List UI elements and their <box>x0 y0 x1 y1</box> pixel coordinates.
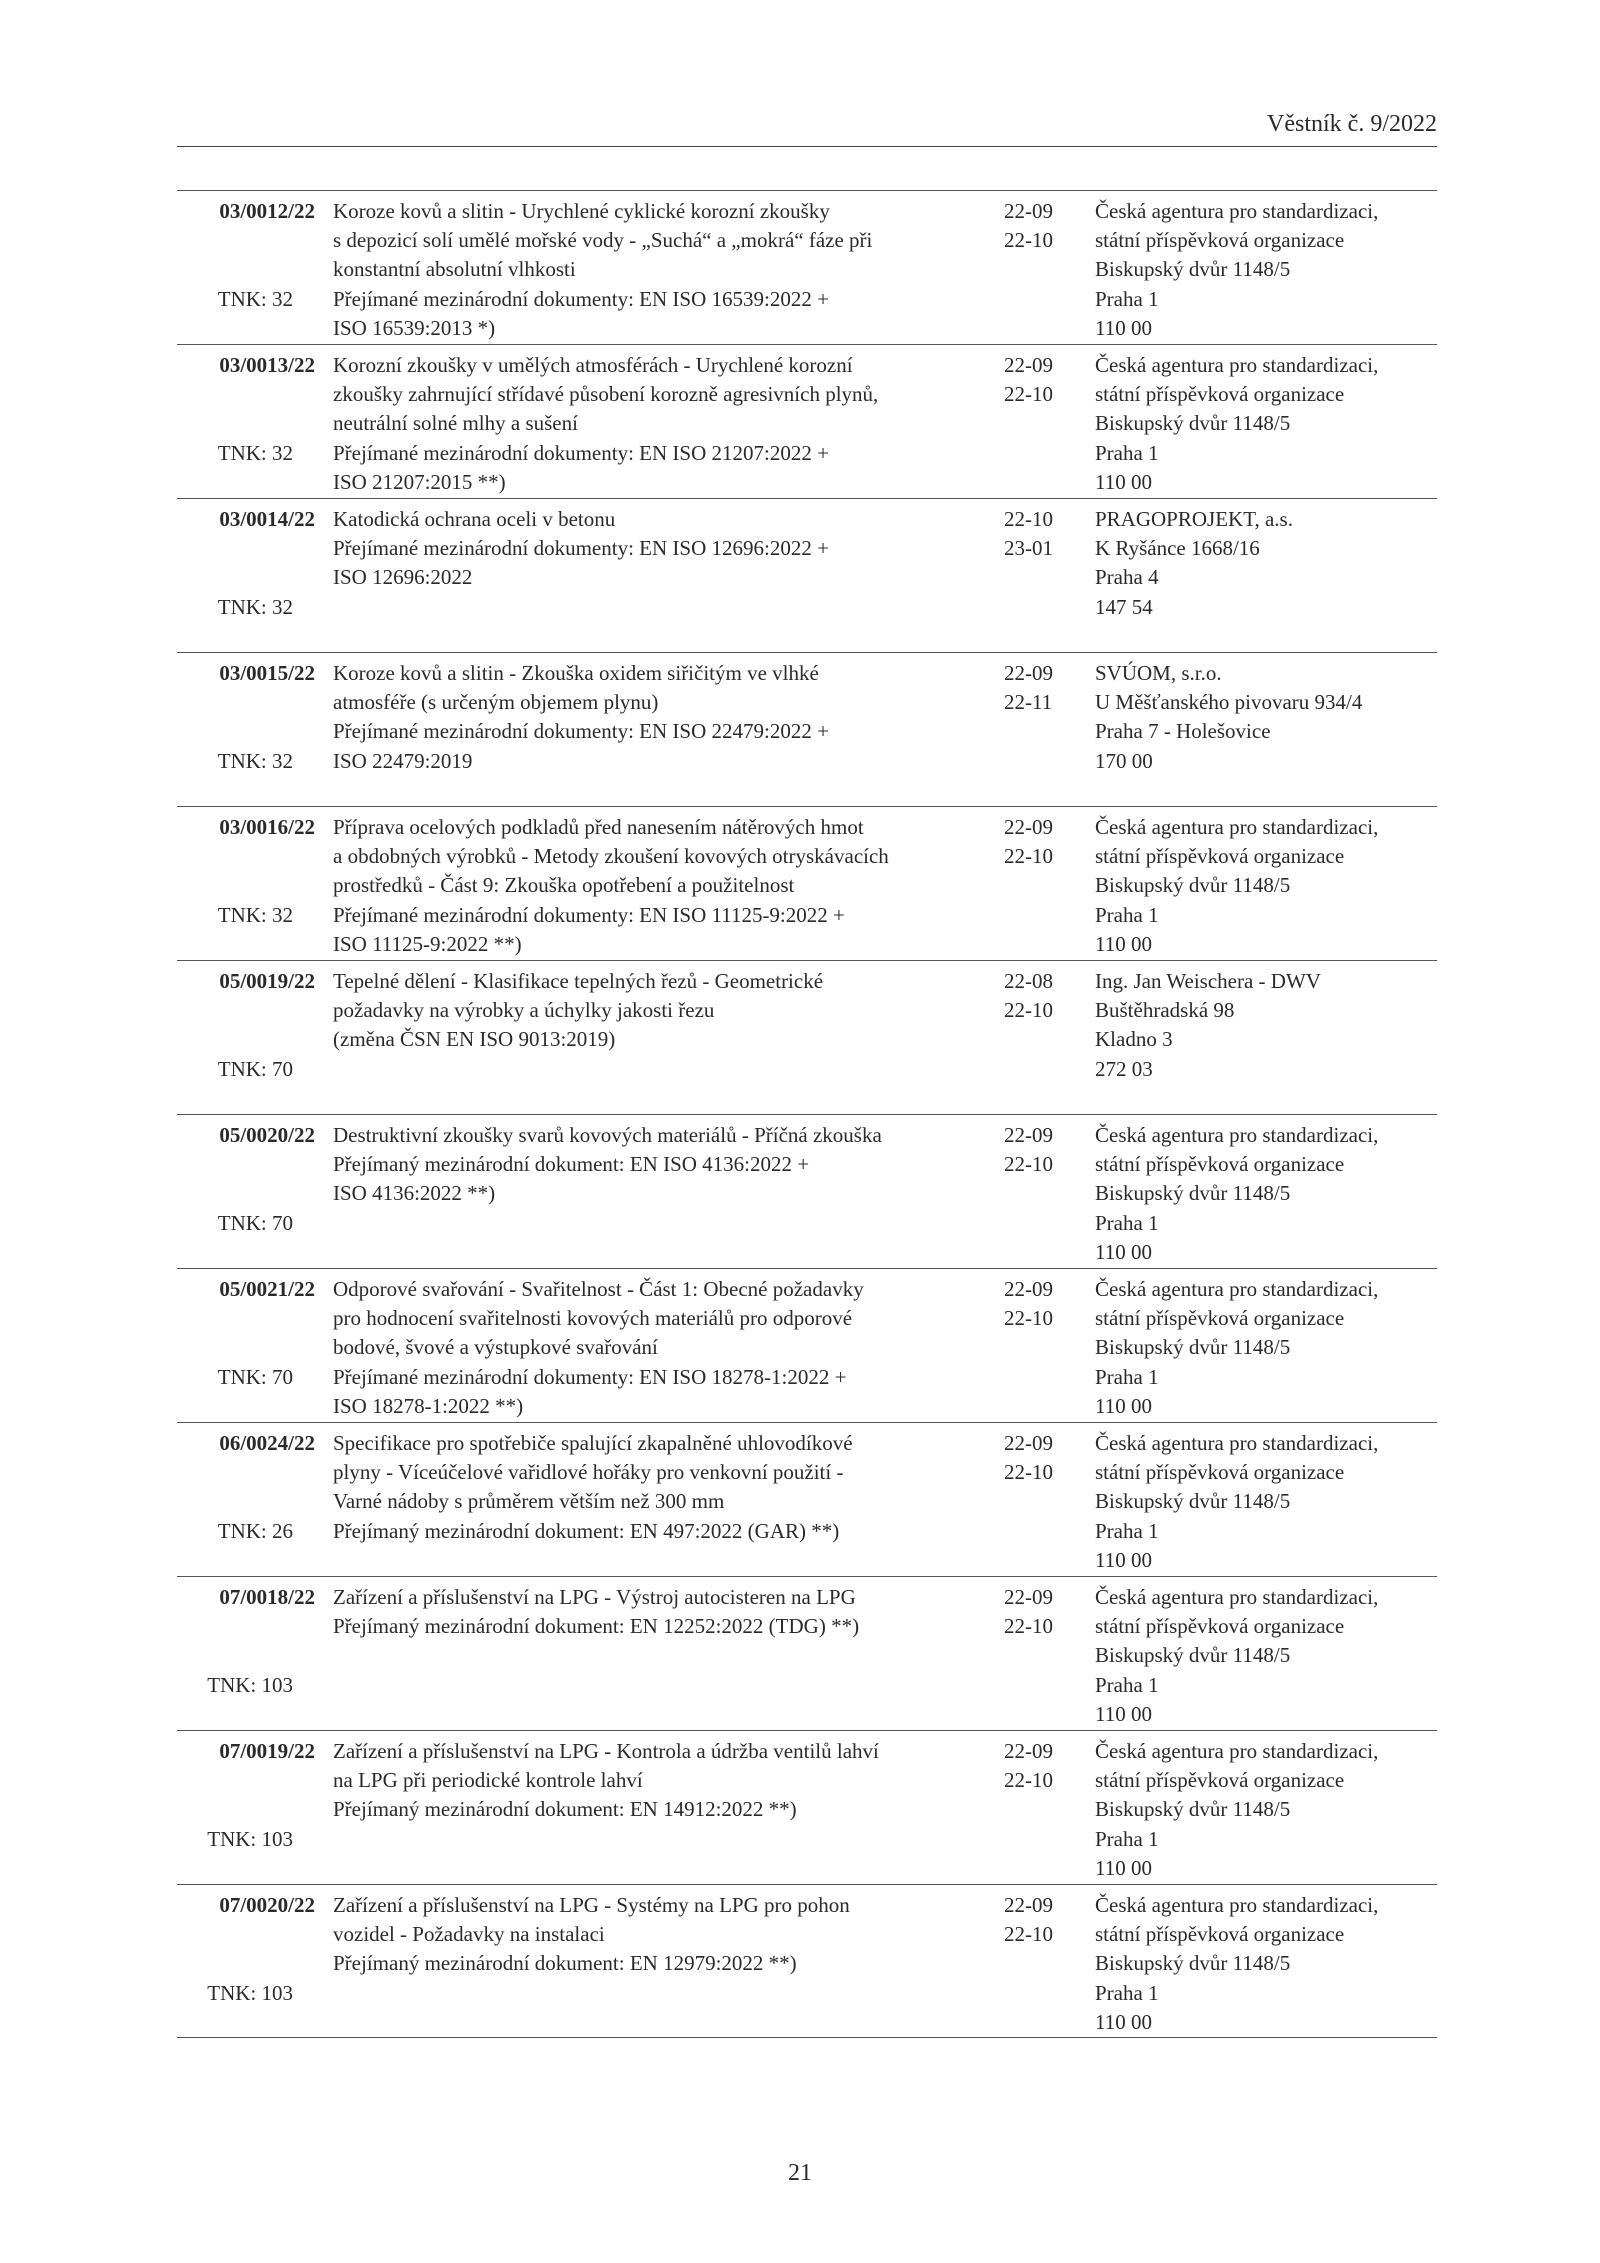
entry-dates <box>1004 659 1074 717</box>
entry-title-line: Přejímané mezinárodní dokumenty: EN ISO 16539:2022 + <box>333 286 829 311</box>
entry-address-line: 110 00 <box>1095 315 1152 340</box>
entry-address-line: Česká agentura pro standardizaci, <box>1095 1739 1379 1763</box>
entry-title-line: ISO 11125-9:2022 **) <box>333 931 522 956</box>
entry-address-line: státní příspěvková organizace <box>1095 1768 1345 1793</box>
table-row <box>177 960 1437 1114</box>
entry-title <box>333 197 973 343</box>
entry-title <box>333 1121 973 1209</box>
entry-title-line: Přejímaný mezinárodní dokument: EN 497:2022 (GAR) **) <box>333 1518 840 1543</box>
entry-address <box>1095 967 1435 1084</box>
entry-dates <box>1004 197 1074 255</box>
entry-date: 22-10 <box>1004 1768 1053 1793</box>
entry-tnk: TNK: 70 <box>217 1210 293 1235</box>
entry-title-line: požadavky na výrobky a úchylky jakosti řezu <box>333 998 715 1023</box>
entry-address-line: 170 00 <box>1095 748 1153 773</box>
entry-title-line: Varné nádoby s průměrem větším než 300 mm <box>333 1489 725 1514</box>
entry-id: 07/0020/22 <box>219 1893 315 1917</box>
entry-date: 22-10 <box>1004 844 1053 869</box>
entry-address-line: státní příspěvková organizace <box>1095 1306 1345 1331</box>
entry-title-line: Zařízení a příslušenství na LPG - Výstroj autocisteren na LPG <box>333 1585 856 1609</box>
entry-tnk: TNK: 32 <box>217 286 293 311</box>
entry-address-line: Česká agentura pro standardizaci, <box>1095 1585 1379 1609</box>
entry-address-line: Praha 1 <box>1095 1980 1159 2005</box>
entry-dates <box>1004 1429 1074 1487</box>
entry-address <box>1095 1121 1435 1267</box>
entry-title-line: plyny - Víceúčelové vařidlové hořáky pro venkovní použití - <box>333 1460 844 1485</box>
entry-id: 03/0013/22 <box>219 353 315 377</box>
entry-title-line: Korozní zkoušky v umělých atmosférách - Urychlené korozní <box>333 353 853 377</box>
entry-date: 22-09 <box>1004 1585 1053 1609</box>
entry-date: 22-11 <box>1004 690 1053 715</box>
entry-date: 22-09 <box>1004 1739 1053 1763</box>
entry-dates <box>1004 351 1074 409</box>
entry-title-line: Specifikace pro spotřebiče spalující zkapalněné uhlovodíkové <box>333 1431 853 1455</box>
entry-tnk: TNK: 103 <box>207 1672 293 1697</box>
entry-title-line: pro hodnocení svařitelnosti kovových materiálů pro odporové <box>333 1306 853 1331</box>
entry-address-line: Česká agentura pro standardizaci, <box>1095 815 1379 839</box>
entry-title-line: Destruktivní zkoušky svarů kovových materiálů - Příčná zkouška <box>333 1123 882 1147</box>
entry-address-line: státní příspěvková organizace <box>1095 1460 1345 1485</box>
entry-address-line: 110 00 <box>1095 1547 1152 1572</box>
entry-title-line: Přejímané mezinárodní dokumenty: EN ISO 12696:2022 + <box>333 536 829 561</box>
entry-address-line: státní příspěvková organizace <box>1095 382 1345 407</box>
entry-date: 22-10 <box>1004 507 1053 531</box>
entry-address-line: Praha 1 <box>1095 1672 1159 1697</box>
entry-date: 22-09 <box>1004 661 1053 685</box>
journal-title: Věstník č. 9/2022 <box>1267 111 1437 137</box>
entry-address <box>1095 1891 1435 2037</box>
entry-tnk: TNK: 32 <box>217 594 293 619</box>
entry-title <box>333 1737 973 1825</box>
entry-address-line: Biskupský dvůr 1148/5 <box>1095 1797 1291 1822</box>
entry-id: 03/0012/22 <box>219 199 315 223</box>
entry-tnk: TNK: 32 <box>217 440 293 465</box>
entry-date: 22-09 <box>1004 199 1053 223</box>
entry-title-line: a obdobných výrobků - Metody zkoušení kovových otryskávacích <box>333 844 889 869</box>
entry-address <box>1095 1583 1435 1729</box>
entry-title-line: Přejímané mezinárodní dokumenty: EN ISO 21207:2022 + <box>333 440 829 465</box>
table-row <box>177 1268 1437 1422</box>
entry-address-line: Praha 4 <box>1095 565 1159 590</box>
entry-dates <box>1004 1121 1074 1179</box>
entry-address-line: Praha 1 <box>1095 1826 1159 1851</box>
entry-address-line: 272 03 <box>1095 1056 1153 1081</box>
entry-date: 22-09 <box>1004 1893 1053 1917</box>
entry-date: 22-10 <box>1004 998 1053 1023</box>
entry-date: 22-10 <box>1004 1152 1053 1177</box>
entry-title-line: Přejímaný mezinárodní dokument: EN 12979:2022 **) <box>333 1951 797 1976</box>
entry-title <box>333 1891 973 1979</box>
entry-dates <box>1004 1891 1074 1949</box>
entry-dates <box>1004 1737 1074 1795</box>
entry-title <box>333 505 973 593</box>
entry-title-line: neutrální solné mlhy a sušení <box>333 411 578 436</box>
entry-address-line: 110 00 <box>1095 1855 1152 1880</box>
entry-address-line: Česká agentura pro standardizaci, <box>1095 1123 1379 1147</box>
entry-title <box>333 659 973 776</box>
entry-title-line: Přejímaný mezinárodní dokument: EN 14912:2022 **) <box>333 1797 797 1822</box>
table-row <box>177 806 1437 960</box>
entry-address-line: Biskupský dvůr 1148/5 <box>1095 873 1291 898</box>
entry-address-line: Biskupský dvůr 1148/5 <box>1095 257 1291 282</box>
table-row <box>177 190 1437 344</box>
entry-address-line: Biskupský dvůr 1148/5 <box>1095 1643 1291 1668</box>
entry-address-line: Česká agentura pro standardizaci, <box>1095 1431 1379 1455</box>
entry-title-line: Přejímaný mezinárodní dokument: EN ISO 4136:2022 + <box>333 1152 810 1177</box>
entry-tnk: TNK: 103 <box>207 1826 293 1851</box>
entry-dates <box>1004 967 1074 1025</box>
page-number: 21 <box>788 2160 812 2186</box>
entry-address-line: Praha 1 <box>1095 1364 1159 1389</box>
entry-address-line: Biskupský dvůr 1148/5 <box>1095 1951 1291 1976</box>
entry-date: 22-08 <box>1004 969 1053 993</box>
entry-tnk: TNK: 32 <box>217 748 293 773</box>
entry-address-line: Praha 1 <box>1095 286 1159 311</box>
entry-title-line: konstantní absolutní vlhkosti <box>333 257 576 282</box>
entry-title-line: Přejímané mezinárodní dokumenty: EN ISO 11125-9:2022 + <box>333 902 845 927</box>
entry-title-line: zkoušky zahrnující střídavé působení korozně agresivních plynů, <box>333 382 879 407</box>
entry-address-line: Praha 1 <box>1095 1518 1159 1543</box>
entry-id: 03/0015/22 <box>219 661 315 685</box>
entry-date: 22-09 <box>1004 1123 1053 1147</box>
entry-title-line: (změna ČSN EN ISO 9013:2019) <box>333 1027 616 1052</box>
entry-title-line: bodové, švové a výstupkové svařování <box>333 1335 658 1360</box>
entry-address-line: Česká agentura pro standardizaci, <box>1095 353 1379 377</box>
entry-address-line: SVÚOM, s.r.o. <box>1095 661 1222 685</box>
entry-title-line: Koroze kovů a slitin - Zkouška oxidem siřičitým ve vlhké <box>333 661 819 685</box>
entry-title-line: Přejímané mezinárodní dokumenty: EN ISO 18278-1:2022 + <box>333 1364 847 1389</box>
entry-title-line: ISO 18278-1:2022 **) <box>333 1393 524 1418</box>
entry-address-line: Buštěhradská 98 <box>1095 998 1235 1023</box>
entry-address <box>1095 1275 1435 1421</box>
entry-title-line: s depozicí solí umělé mořské vody - „Suchá“ a „mokrá“ fáze při <box>333 228 873 253</box>
entry-address <box>1095 197 1435 343</box>
entry-title <box>333 1583 973 1641</box>
entry-date: 22-10 <box>1004 1614 1053 1639</box>
table-row <box>177 1114 1437 1268</box>
entry-date: 22-10 <box>1004 1306 1053 1331</box>
entry-address-line: státní příspěvková organizace <box>1095 1152 1345 1177</box>
entry-address-line: Česká agentura pro standardizaci, <box>1095 199 1379 223</box>
entry-address-line: 110 00 <box>1095 1701 1152 1726</box>
entry-address-line: 110 00 <box>1095 931 1152 956</box>
entry-address-line: 110 00 <box>1095 1239 1152 1264</box>
entry-address-line: Kladno 3 <box>1095 1027 1173 1052</box>
entry-title-line: Přejímaný mezinárodní dokument: EN 12252:2022 (TDG) **) <box>333 1614 860 1639</box>
table-row <box>177 344 1437 498</box>
entry-title-line: Tepelné dělení - Klasifikace tepelných řezů - Geometrické <box>333 969 824 993</box>
entry-title-line: Odporové svařování - Svařitelnost - Část 1: Obecné požadavky <box>333 1277 864 1301</box>
entry-id: 07/0019/22 <box>219 1739 315 1763</box>
entry-address-line: Biskupský dvůr 1148/5 <box>1095 1335 1291 1360</box>
entry-title-line: ISO 12696:2022 <box>333 565 473 590</box>
entry-address <box>1095 505 1435 622</box>
entry-address-line: Praha 1 <box>1095 1210 1159 1235</box>
entry-id: 05/0021/22 <box>219 1277 315 1301</box>
entry-address-line: Česká agentura pro standardizaci, <box>1095 1893 1379 1917</box>
entry-address-line: 147 54 <box>1095 594 1153 619</box>
entry-address-line: Česká agentura pro standardizaci, <box>1095 1277 1379 1301</box>
entry-title-line: prostředků - Část 9: Zkouška opotřebení a použitelnost <box>333 873 795 898</box>
entry-title-line: Příprava ocelových podkladů před nanesením nátěrových hmot <box>333 815 864 839</box>
entry-address <box>1095 813 1435 959</box>
entry-id: 03/0016/22 <box>219 815 315 839</box>
entry-date: 22-09 <box>1004 1277 1053 1301</box>
entry-id: 05/0019/22 <box>219 969 315 993</box>
entry-address-line: 110 00 <box>1095 469 1152 494</box>
entry-dates <box>1004 505 1074 563</box>
entry-title-line: ISO 21207:2015 **) <box>333 469 506 494</box>
entry-date: 23-01 <box>1004 536 1053 561</box>
entry-date: 22-09 <box>1004 815 1053 839</box>
entry-title-line: vozidel - Požadavky na instalaci <box>333 1922 605 1947</box>
entry-address <box>1095 659 1435 776</box>
entry-title-line: Zařízení a příslušenství na LPG - Kontrola a údržba ventilů lahví <box>333 1739 879 1763</box>
page-header <box>177 112 1437 147</box>
entry-title <box>333 1275 973 1421</box>
entry-title <box>333 1429 973 1546</box>
entry-tnk: TNK: 103 <box>207 1980 293 2005</box>
entry-address-line: 110 00 <box>1095 2009 1152 2034</box>
table-row <box>177 1884 1437 2038</box>
entry-address-line: Biskupský dvůr 1148/5 <box>1095 1181 1291 1206</box>
entry-address-line: Ing. Jan Weischera - DWV <box>1095 969 1321 993</box>
entry-id: 03/0014/22 <box>219 507 315 531</box>
table-row <box>177 1730 1437 1884</box>
entry-date: 22-10 <box>1004 382 1053 407</box>
entry-tnk: TNK: 26 <box>217 1518 293 1543</box>
entry-date: 22-10 <box>1004 228 1053 253</box>
entry-address-line: státní příspěvková organizace <box>1095 844 1345 869</box>
entry-title-line: ISO 4136:2022 **) <box>333 1181 496 1206</box>
entry-tnk: TNK: 70 <box>217 1056 293 1081</box>
entry-title-line: ISO 16539:2013 *) <box>333 315 496 340</box>
entry-dates <box>1004 813 1074 871</box>
entry-title-line: Zařízení a příslušenství na LPG - Systémy na LPG pro pohon <box>333 1893 850 1917</box>
entry-date: 22-10 <box>1004 1922 1053 1947</box>
entry-address-line: Praha 1 <box>1095 902 1159 927</box>
entry-address-line: Praha 1 <box>1095 440 1159 465</box>
entry-title-line: Přejímané mezinárodní dokumenty: EN ISO 22479:2022 + <box>333 719 829 744</box>
entry-address-line: státní příspěvková organizace <box>1095 228 1345 253</box>
entry-date: 22-09 <box>1004 1431 1053 1455</box>
entry-id: 06/0024/22 <box>219 1431 315 1455</box>
entry-title <box>333 351 973 497</box>
table-row <box>177 652 1437 806</box>
entry-address <box>1095 1429 1435 1575</box>
standards-table <box>177 190 1437 2038</box>
entry-title-line: atmosféře (s určeným objemem plynu) <box>333 690 659 715</box>
entry-address-line: U Měšťanského pivovaru 934/4 <box>1095 690 1363 715</box>
entry-address-line: K Ryšánce 1668/16 <box>1095 536 1260 561</box>
entry-address-line: PRAGOPROJEKT, a.s. <box>1095 507 1293 531</box>
entry-title-line: na LPG při periodické kontrole lahví <box>333 1768 643 1793</box>
entry-title-line: ISO 22479:2019 <box>333 748 473 773</box>
entry-id: 07/0018/22 <box>219 1585 315 1609</box>
entry-address-line: státní příspěvková organizace <box>1095 1922 1345 1947</box>
table-row <box>177 1576 1437 1730</box>
entry-address-line: Biskupský dvůr 1148/5 <box>1095 1489 1291 1514</box>
entry-date: 22-10 <box>1004 1460 1053 1485</box>
entry-address-line: Biskupský dvůr 1148/5 <box>1095 411 1291 436</box>
entry-date: 22-09 <box>1004 353 1053 377</box>
entry-address <box>1095 1737 1435 1883</box>
table-row <box>177 498 1437 652</box>
entry-tnk: TNK: 32 <box>217 902 293 927</box>
entry-dates <box>1004 1583 1074 1641</box>
entry-address <box>1095 351 1435 497</box>
entry-dates <box>1004 1275 1074 1333</box>
table-row <box>177 1422 1437 1576</box>
entry-address-line: 110 00 <box>1095 1393 1152 1418</box>
entry-title-line: Katodická ochrana oceli v betonu <box>333 507 616 531</box>
entry-title <box>333 967 973 1055</box>
entry-title-line: Koroze kovů a slitin - Urychlené cyklické korozní zkoušky <box>333 199 830 223</box>
entry-id: 05/0020/22 <box>219 1123 315 1147</box>
entry-title <box>333 813 973 959</box>
entry-address-line: státní příspěvková organizace <box>1095 1614 1345 1639</box>
entry-tnk: TNK: 70 <box>217 1364 293 1389</box>
entry-address-line: Praha 7 - Holešovice <box>1095 719 1271 744</box>
